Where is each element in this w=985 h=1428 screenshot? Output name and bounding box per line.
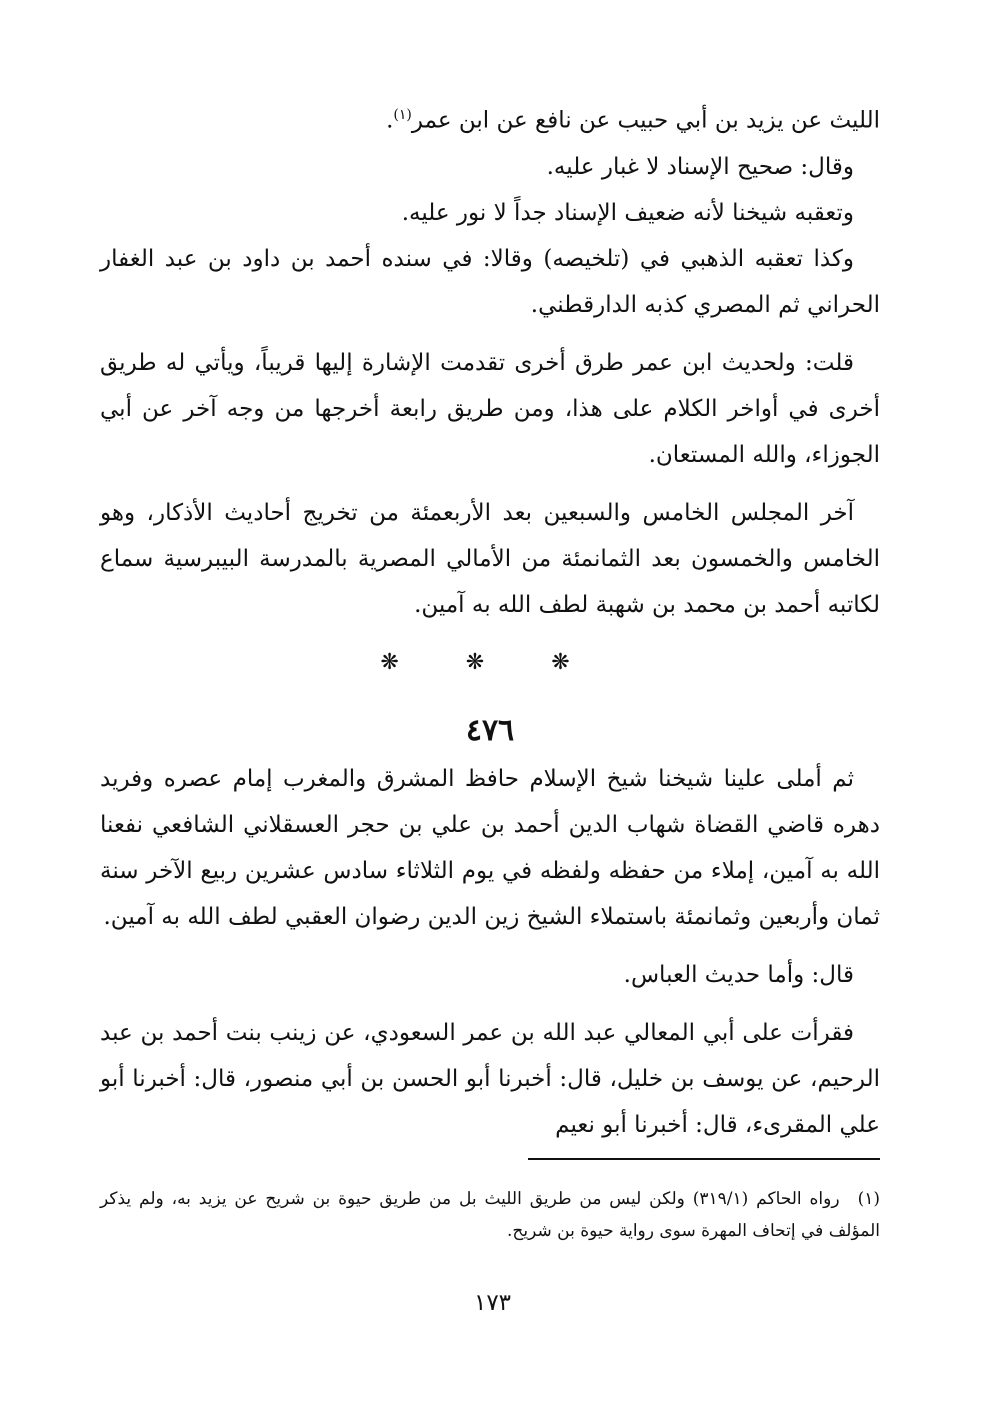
footnotes <box>100 1183 880 1247</box>
paragraph-8: قال: وأما حديث العباس. <box>623 961 854 988</box>
footnote-ref[interactable]: (١) <box>393 107 412 123</box>
footnote-1 <box>100 1183 880 1247</box>
paragraph-7: ثم أملى علينا شيخنا شيخ الإسلام حافظ المشرق والمغرب إمام عصره وفريد دهره قاضي القضاة شهاب الدين أحمد بن علي بن حجر العسقلاني الشافعي نفعنا الله به آمين، إملاء من حفظه ولفظه في يوم الثلاثاء سادس عشرين ربيع الآخر سنة ثمان وأربعين وثمانمئة باستملاء الشيخ زين الدين رضوان العقبي لطف الله به آمين. <box>100 765 880 930</box>
paragraph-1: الليث عن يزيد بن أبي حبيب عن نافع عن ابن عمر$^{(١)}$. <box>386 107 880 134</box>
page-number: ١٧٣ <box>473 1290 512 1316</box>
paragraph-5: قلت: ولحديث ابن عمر طرق أخرى تقدمت الإشارة إليها قريباً، ويأتي له طريق أخرى في أواخر الكلام على هذا، ومن طريق رابعة أخرجها من وجه آخر عن أبي الجوزاء، والله المستعان. <box>100 349 880 468</box>
footnote-text: رواه الحاكم (٣١٩/١) ولكن ليس من طريق الليث بل من طريق حيوة بن شريح عن يزيد به، ولم يذكر المؤلف في إتحاف المهرة سوى رواية حيوة بن شريح. <box>100 1189 880 1241</box>
separator-stars: ❋ ❋ ❋ <box>380 649 600 675</box>
footnote-marker: (١) <box>857 1189 880 1209</box>
footnote-divider <box>528 1158 880 1160</box>
section-number: ٤٧٦ <box>465 712 515 748</box>
main-text <box>100 92 880 1160</box>
paragraph-4: وكذا تعقبه الذهبي في (تلخيصه) وقالا: في سنده أحمد بن داود بن عبد الغفار الحراني ثم المصري كذبه الدارقطني. <box>100 245 880 318</box>
paragraph-2: وقال: صحيح الإسناد لا غبار عليه. <box>546 153 854 180</box>
paragraph-6: آخر المجلس الخامس والسبعين بعد الأربعمئة من تخريج أحاديث الأذكار، وهو الخامس والخمسون بعد الثمانمئة من الأمالي المصرية بالمدرسة البيبرسية سماع لكاتبه أحمد بن محمد بن شهبة لطف الله به آمين. <box>100 499 880 618</box>
paragraph-9: فقرأت على أبي المعالي عبد الله بن عمر السعودي، عن زينب بنت أحمد بن عبد الرحيم، عن يوسف بن خليل، قال: أخبرنا أبو الحسن بن أبي منصور، قال: أخبرنا أبو علي المقرىء، قال: أخبرنا أبو نعيم <box>100 1019 880 1138</box>
paragraph-3: وتعقبه شيخنا لأنه ضعيف الإسناد جداً لا نور عليه. <box>401 199 854 226</box>
